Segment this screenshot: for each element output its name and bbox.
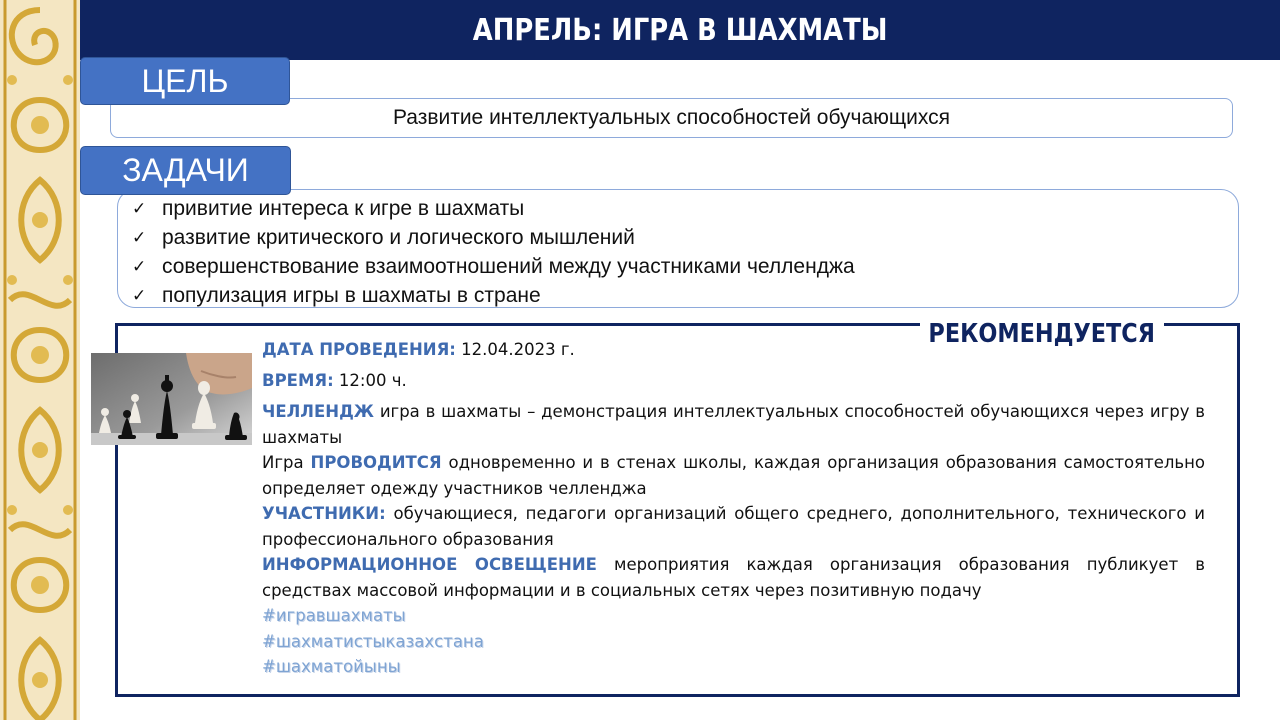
challenge-line — [262, 399, 1205, 450]
list-item — [132, 223, 1238, 252]
hashtag-3[interactable]: #шахматойыны — [262, 657, 401, 676]
decorative-ornament-border — [0, 0, 80, 720]
time-value: 12:00 ч. — [338, 371, 407, 390]
date-value: 12.04.2023 г. — [461, 340, 575, 359]
time-line — [262, 368, 1205, 394]
chess-pieces-image — [91, 353, 252, 445]
page-title: АПРЕЛЬ: ИГРА В ШАХМАТЫ — [472, 12, 888, 48]
goal-text: Развитие интеллектуальных способностей обучающихся — [392, 106, 951, 129]
challenge-text: игра в шахматы – демонстрация интеллектуальных способностей обучающихся через игру в шахматы — [262, 402, 1206, 447]
list-item — [132, 252, 1238, 281]
media-line — [262, 552, 1205, 603]
participants-label: УЧАСТНИКИ: — [262, 504, 386, 523]
hashtag-2[interactable]: #шахматистыказахстана — [262, 631, 484, 651]
time-label: ВРЕМЯ: — [262, 371, 334, 390]
task-text: совершенствование взаимоотношений между участниками челленджа — [162, 255, 855, 278]
media-label: ИНФОРМАЦИОННОЕ ОСВЕЩЕНИЕ — [262, 555, 597, 574]
participants-text: обучающиеся, педагоги организаций общего среднего, дополнительного, технического и профессионального образования — [262, 504, 1205, 549]
check-icon: ✓ — [132, 199, 147, 218]
held-text: одновременно и в стенах школы, каждая организация образования самостоятельно определяет одежду участников челленджа — [262, 453, 1205, 498]
check-icon: ✓ — [132, 257, 147, 276]
tasks-label: ЗАДАЧИ — [80, 146, 291, 195]
task-text: привитие интереса к игре в шахматы — [162, 197, 525, 220]
tasks-list-box — [117, 189, 1239, 308]
event-details — [262, 337, 1205, 680]
hashtag-1[interactable]: #игравшахматы — [262, 606, 406, 625]
list-item — [132, 281, 1238, 310]
participants-line — [262, 501, 1205, 552]
held-label: ПРОВОДИТСЯ — [310, 453, 442, 472]
task-text: развитие критического и логического мышлений — [162, 226, 635, 249]
goal-label: ЦЕЛЬ — [80, 57, 290, 105]
list-item — [132, 194, 1238, 223]
header-bar — [80, 0, 1280, 60]
held-line — [262, 450, 1205, 501]
task-text: популизация игры в шахматы в стране — [162, 284, 541, 307]
challenge-label: ЧЕЛЛЕНДЖ — [262, 402, 374, 421]
check-icon: ✓ — [132, 228, 147, 247]
ornament-pattern — [0, 0, 80, 720]
date-line — [262, 337, 1205, 363]
recommended-label: РЕКОМЕНДУЕТСЯ — [928, 319, 1156, 349]
tasks-list — [132, 194, 1238, 310]
check-icon: ✓ — [132, 286, 147, 305]
date-label: ДАТА ПРОВЕДЕНИЯ: — [262, 340, 456, 359]
held-prefix: Игра — [262, 453, 304, 472]
media-text: мероприятия каждая организация образования публикует в средствах массовой информации и в социальных сетях через позитивную подачу — [262, 555, 1205, 600]
